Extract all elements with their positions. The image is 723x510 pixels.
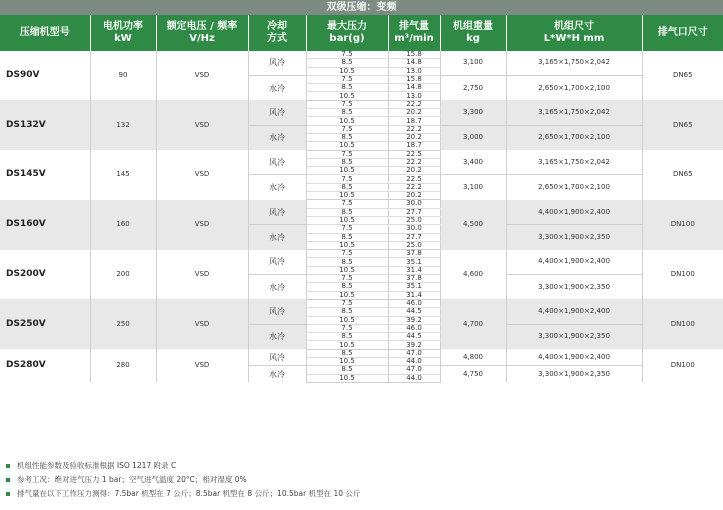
cooling-cell: 水冷 bbox=[248, 225, 306, 250]
voltage-cell: VSD bbox=[156, 200, 248, 250]
pressure-cell: 10.5 bbox=[306, 216, 388, 224]
model-group bbox=[0, 51, 723, 100]
note-item: 机组性能参数及验收标准根据 ISO 1217 附录 C bbox=[6, 459, 718, 473]
weight-cell: 3,100 bbox=[440, 175, 506, 200]
outlet-cell: DN65 bbox=[642, 150, 723, 200]
pressure-cell: 8.5 bbox=[306, 366, 388, 374]
pressure-cell: 10.5 bbox=[306, 357, 388, 365]
pressure-cell: 7.5 bbox=[306, 225, 388, 233]
power-cell: 160 bbox=[90, 200, 156, 250]
pressure-cell: 8.5 bbox=[306, 59, 388, 67]
bullet-icon bbox=[6, 492, 10, 496]
flow-cell: 22.2 bbox=[388, 158, 440, 166]
flow-cell: 20.2 bbox=[388, 133, 440, 141]
pressure-cell: 7.5 bbox=[306, 250, 388, 258]
weight-cell: 3,000 bbox=[440, 125, 506, 150]
pressure-cell: 10.5 bbox=[306, 167, 388, 175]
header-voltage: 额定电压 / 频率 V/Hz bbox=[156, 15, 248, 51]
pressure-cell: 7.5 bbox=[306, 150, 388, 158]
flow-cell: 22.2 bbox=[388, 100, 440, 108]
voltage-cell: VSD bbox=[156, 250, 248, 300]
flow-cell: 22.2 bbox=[388, 183, 440, 191]
flow-cell: 20.2 bbox=[388, 167, 440, 175]
cooling-cell: 水冷 bbox=[248, 324, 306, 349]
power-cell: 145 bbox=[90, 150, 156, 200]
flow-cell: 37.8 bbox=[388, 275, 440, 283]
header-weight: 机组重量 kg bbox=[440, 15, 506, 51]
flow-cell: 37.8 bbox=[388, 250, 440, 258]
weight-cell: 4,700 bbox=[440, 299, 506, 349]
cooling-cell: 风冷 bbox=[248, 200, 306, 225]
size-cell: 2,650×1,700×2,100 bbox=[506, 125, 642, 150]
power-cell: 200 bbox=[90, 250, 156, 300]
flow-cell: 14.8 bbox=[388, 84, 440, 92]
pressure-cell: 10.5 bbox=[306, 316, 388, 324]
flow-cell: 39.2 bbox=[388, 316, 440, 324]
pressure-cell: 7.5 bbox=[306, 51, 388, 59]
flow-cell: 35.1 bbox=[388, 258, 440, 266]
flow-cell: 13.0 bbox=[388, 67, 440, 75]
flow-cell: 30.0 bbox=[388, 200, 440, 208]
table-title-row bbox=[0, 0, 723, 15]
table-row bbox=[0, 150, 723, 158]
pressure-cell: 10.5 bbox=[306, 241, 388, 249]
pressure-cell: 10.5 bbox=[306, 291, 388, 299]
model-group bbox=[0, 150, 723, 200]
header-size: 机组尺寸 L*W*H mm bbox=[506, 15, 642, 51]
table-row bbox=[0, 100, 723, 108]
weight-cell: 4,800 bbox=[440, 349, 506, 366]
size-cell: 3,165×1,750×2,042 bbox=[506, 150, 642, 175]
flow-cell: 22.5 bbox=[388, 150, 440, 158]
note-item: 参考工况：绝对进气压力 1 bar；空气进气温度 20°C；相对湿度 0% bbox=[6, 473, 718, 487]
flow-cell: 31.4 bbox=[388, 291, 440, 299]
model-cell: DS200V bbox=[0, 250, 90, 300]
flow-cell: 39.2 bbox=[388, 341, 440, 349]
table-row bbox=[0, 349, 723, 357]
size-cell: 2,650×1,700×2,100 bbox=[506, 75, 642, 100]
flow-cell: 35.1 bbox=[388, 283, 440, 291]
bullet-icon bbox=[6, 464, 10, 468]
pressure-cell: 10.5 bbox=[306, 192, 388, 200]
pressure-cell: 7.5 bbox=[306, 100, 388, 108]
pressure-cell: 10.5 bbox=[306, 67, 388, 75]
flow-cell: 22.5 bbox=[388, 175, 440, 183]
pressure-cell: 10.5 bbox=[306, 92, 388, 100]
pressure-cell: 8.5 bbox=[306, 158, 388, 166]
header-flow: 排气量 m³/min bbox=[388, 15, 440, 51]
table-row bbox=[0, 299, 723, 307]
header-pressure: 最大压力 bar(g) bbox=[306, 15, 388, 51]
flow-cell: 25.0 bbox=[388, 216, 440, 224]
pressure-cell: 8.5 bbox=[306, 258, 388, 266]
voltage-cell: VSD bbox=[156, 100, 248, 150]
weight-cell: 4,600 bbox=[440, 250, 506, 300]
power-cell: 132 bbox=[90, 100, 156, 150]
pressure-cell: 8.5 bbox=[306, 109, 388, 117]
cooling-cell: 水冷 bbox=[248, 125, 306, 150]
pressure-cell: 8.5 bbox=[306, 183, 388, 191]
size-cell: 3,300×1,900×2,350 bbox=[506, 324, 642, 349]
outlet-cell: DN65 bbox=[642, 100, 723, 150]
flow-cell: 46.0 bbox=[388, 324, 440, 332]
flow-cell: 15.8 bbox=[388, 75, 440, 83]
outlet-cell: DN100 bbox=[642, 250, 723, 300]
pressure-cell: 10.5 bbox=[306, 341, 388, 349]
cooling-cell: 风冷 bbox=[248, 100, 306, 125]
pressure-cell: 7.5 bbox=[306, 299, 388, 307]
pressure-cell: 10.5 bbox=[306, 374, 388, 382]
model-cell: DS250V bbox=[0, 299, 90, 349]
flow-cell: 31.4 bbox=[388, 266, 440, 274]
flow-cell: 13.0 bbox=[388, 92, 440, 100]
weight-cell: 4,750 bbox=[440, 366, 506, 383]
model-group bbox=[0, 200, 723, 250]
size-cell: 3,165×1,750×2,042 bbox=[506, 100, 642, 125]
pressure-cell: 7.5 bbox=[306, 275, 388, 283]
pressure-cell: 7.5 bbox=[306, 175, 388, 183]
pressure-cell: 8.5 bbox=[306, 233, 388, 241]
outlet-cell: DN100 bbox=[642, 200, 723, 250]
model-cell: DS90V bbox=[0, 51, 90, 100]
model-cell: DS145V bbox=[0, 150, 90, 200]
note-item: 排气量在以下工作压力测得：7.5bar 机型在 7 公斤；8.5bar 机型在 8 公斤；10.5bar 机型在 10 公斤 bbox=[6, 487, 718, 501]
voltage-cell: VSD bbox=[156, 299, 248, 349]
weight-cell: 3,300 bbox=[440, 100, 506, 125]
weight-cell: 3,100 bbox=[440, 51, 506, 75]
pressure-cell: 7.5 bbox=[306, 75, 388, 83]
size-cell: 4,400×1,900×2,400 bbox=[506, 200, 642, 225]
flow-cell: 20.2 bbox=[388, 109, 440, 117]
model-group bbox=[0, 349, 723, 382]
model-group bbox=[0, 100, 723, 150]
column-header-row bbox=[0, 15, 723, 51]
outlet-cell: DN100 bbox=[642, 299, 723, 349]
size-cell: 3,300×1,900×2,350 bbox=[506, 275, 642, 300]
flow-cell: 44.0 bbox=[388, 357, 440, 365]
size-cell: 3,300×1,900×2,350 bbox=[506, 366, 642, 383]
cooling-cell: 水冷 bbox=[248, 75, 306, 100]
cooling-cell: 风冷 bbox=[248, 51, 306, 75]
model-group bbox=[0, 250, 723, 300]
pressure-cell: 10.5 bbox=[306, 266, 388, 274]
pressure-cell: 10.5 bbox=[306, 142, 388, 150]
flow-cell: 30.0 bbox=[388, 225, 440, 233]
pressure-cell: 8.5 bbox=[306, 133, 388, 141]
flow-cell: 14.8 bbox=[388, 59, 440, 67]
notes bbox=[6, 459, 718, 501]
flow-cell: 47.0 bbox=[388, 349, 440, 357]
cooling-cell: 水冷 bbox=[248, 275, 306, 300]
table-title: 双级压缩：变频 bbox=[0, 0, 723, 15]
pressure-cell: 8.5 bbox=[306, 84, 388, 92]
voltage-cell: VSD bbox=[156, 51, 248, 100]
pressure-cell: 8.5 bbox=[306, 349, 388, 357]
flow-cell: 44.0 bbox=[388, 374, 440, 382]
pressure-cell: 8.5 bbox=[306, 308, 388, 316]
flow-cell: 15.8 bbox=[388, 51, 440, 59]
pressure-cell: 7.5 bbox=[306, 200, 388, 208]
header-power: 电机功率 kW bbox=[90, 15, 156, 51]
voltage-cell: VSD bbox=[156, 349, 248, 382]
flow-cell: 20.2 bbox=[388, 192, 440, 200]
cooling-cell: 水冷 bbox=[248, 175, 306, 200]
flow-cell: 47.0 bbox=[388, 366, 440, 374]
flow-cell: 18.7 bbox=[388, 142, 440, 150]
model-group bbox=[0, 299, 723, 349]
size-cell: 3,165×1,750×2,042 bbox=[506, 51, 642, 75]
model-cell: DS160V bbox=[0, 200, 90, 250]
pressure-cell: 8.5 bbox=[306, 333, 388, 341]
table-row bbox=[0, 200, 723, 208]
size-cell: 3,300×1,900×2,350 bbox=[506, 225, 642, 250]
table-row bbox=[0, 250, 723, 258]
pressure-cell: 7.5 bbox=[306, 324, 388, 332]
flow-cell: 22.2 bbox=[388, 125, 440, 133]
weight-cell: 2,750 bbox=[440, 75, 506, 100]
bullet-icon bbox=[6, 478, 10, 482]
size-cell: 4,400×1,900×2,400 bbox=[506, 299, 642, 324]
power-cell: 280 bbox=[90, 349, 156, 382]
voltage-cell: VSD bbox=[156, 150, 248, 200]
model-cell: DS280V bbox=[0, 349, 90, 382]
size-cell: 4,400×1,900×2,400 bbox=[506, 250, 642, 275]
outlet-cell: DN65 bbox=[642, 51, 723, 100]
header-model: 压缩机型号 bbox=[0, 15, 90, 51]
power-cell: 90 bbox=[90, 51, 156, 100]
table-row bbox=[0, 51, 723, 59]
cooling-cell: 风冷 bbox=[248, 299, 306, 324]
pressure-cell: 7.5 bbox=[306, 125, 388, 133]
weight-cell: 3,400 bbox=[440, 150, 506, 175]
cooling-cell: 风冷 bbox=[248, 349, 306, 366]
header-cooling: 冷却 方式 bbox=[248, 15, 306, 51]
size-cell: 2,650×1,700×2,100 bbox=[506, 175, 642, 200]
cooling-cell: 水冷 bbox=[248, 366, 306, 383]
flow-cell: 46.0 bbox=[388, 299, 440, 307]
power-cell: 250 bbox=[90, 299, 156, 349]
flow-cell: 18.7 bbox=[388, 117, 440, 125]
pressure-cell: 10.5 bbox=[306, 117, 388, 125]
flow-cell: 27.7 bbox=[388, 208, 440, 216]
pressure-cell: 8.5 bbox=[306, 283, 388, 291]
weight-cell: 4,500 bbox=[440, 200, 506, 250]
flow-cell: 25.0 bbox=[388, 241, 440, 249]
header-outlet: 排气口尺寸 bbox=[642, 15, 723, 51]
cooling-cell: 风冷 bbox=[248, 150, 306, 175]
flow-cell: 27.7 bbox=[388, 233, 440, 241]
pressure-cell: 8.5 bbox=[306, 208, 388, 216]
cooling-cell: 风冷 bbox=[248, 250, 306, 275]
flow-cell: 44.5 bbox=[388, 333, 440, 341]
outlet-cell: DN100 bbox=[642, 349, 723, 382]
model-cell: DS132V bbox=[0, 100, 90, 150]
flow-cell: 44.5 bbox=[388, 308, 440, 316]
size-cell: 4,400×1,900×2,400 bbox=[506, 349, 642, 366]
